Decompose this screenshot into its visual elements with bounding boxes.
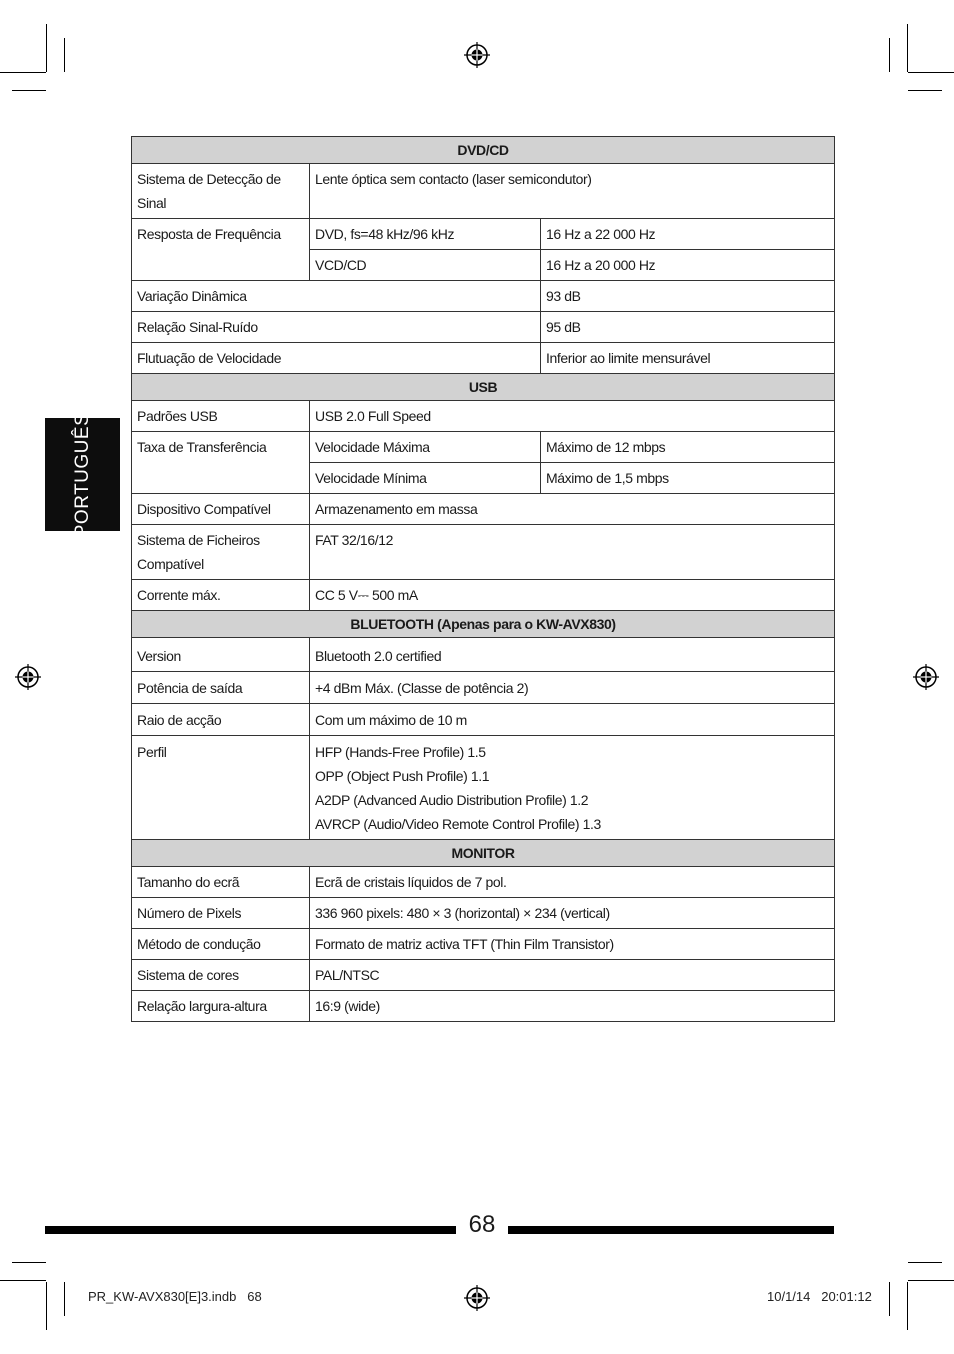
registration-mark-icon	[464, 42, 490, 68]
spec-value: Lente óptica sem contacto (laser semicondutor)	[310, 164, 835, 219]
spec-value: 16 Hz a 20 000 Hz	[541, 250, 835, 281]
crop-mark	[0, 1280, 46, 1281]
spec-value: PAL/NTSC	[310, 960, 835, 991]
spec-label: Taxa de Transferência	[132, 432, 310, 494]
section-header-row	[132, 137, 835, 164]
crop-mark	[64, 1282, 65, 1316]
specifications-table	[131, 136, 834, 1022]
crop-mark	[908, 72, 954, 73]
spec-label: Dispositivo Compatível	[132, 494, 310, 525]
table-row	[132, 898, 835, 929]
spec-value: Máximo de 12 mbps	[541, 432, 835, 463]
spec-label: Tamanho do ecrã	[132, 867, 310, 898]
spec-label: Corrente máx.	[132, 580, 310, 611]
spec-label: Relação Sinal-Ruído	[132, 312, 541, 343]
spec-label: Flutuação de Velocidade	[132, 343, 541, 374]
crop-mark	[908, 1280, 954, 1281]
spec-label: Sistema de Ficheiros Compatível	[132, 525, 310, 580]
table-row	[132, 525, 835, 580]
section-header-row	[132, 840, 835, 867]
registration-mark-icon	[913, 664, 939, 690]
section-header-usb: USB	[132, 374, 835, 401]
crop-mark	[64, 38, 65, 72]
registration-mark-icon	[15, 664, 41, 690]
crop-mark	[907, 24, 908, 72]
table-row	[132, 704, 835, 736]
table-row	[132, 401, 835, 432]
crop-mark	[46, 1282, 47, 1330]
table-row	[132, 343, 835, 374]
section-header-row	[132, 374, 835, 401]
crop-mark	[46, 24, 47, 72]
crop-mark	[889, 1282, 890, 1316]
crop-mark	[0, 72, 46, 73]
spec-value: USB 2.0 Full Speed	[310, 401, 835, 432]
spec-value: 95 dB	[541, 312, 835, 343]
spec-value: Armazenamento em massa	[310, 494, 835, 525]
spec-value: CC 5 V⎓ 500 mA	[310, 580, 835, 611]
table-row	[132, 219, 835, 250]
table-row	[132, 312, 835, 343]
table-row	[132, 494, 835, 525]
spec-value: Ecrã de cristais líquidos de 7 pol.	[310, 867, 835, 898]
crop-mark	[12, 90, 46, 91]
spec-sublabel: DVD, fs=48 kHz/96 kHz	[310, 219, 541, 250]
spec-label: Método de condução	[132, 929, 310, 960]
spec-value: +4 dBm Máx. (Classe de potência 2)	[310, 672, 835, 704]
spec-label: Sistema de Detecção de Sinal	[132, 164, 310, 219]
spec-value: 16:9 (wide)	[310, 991, 835, 1022]
spec-value: HFP (Hands-Free Profile) 1.5 OPP (Object Push Profile) 1.1 A2DP (Advanced Audio Distribution Profile) 1.2 AVRCP (Audio/Video Remote Control Profile) 1.3	[310, 736, 835, 840]
spec-label: Padrões USB	[132, 401, 310, 432]
table-row	[132, 580, 835, 611]
spec-label: Perfil	[132, 736, 310, 840]
crop-mark	[12, 1262, 46, 1263]
spec-value: 16 Hz a 22 000 Hz	[541, 219, 835, 250]
registration-mark-icon	[464, 1285, 490, 1311]
spec-sublabel: VCD/CD	[310, 250, 541, 281]
page-number: 68	[468, 1211, 496, 1238]
section-header-row	[132, 611, 835, 638]
table-row	[132, 432, 835, 463]
table-row	[132, 164, 835, 219]
spec-label: Número de Pixels	[132, 898, 310, 929]
table-row	[132, 281, 835, 312]
crop-mark	[889, 38, 890, 72]
crop-mark	[907, 1282, 908, 1330]
table-row	[132, 736, 835, 840]
section-header-monitor: MONITOR	[132, 840, 835, 867]
file-info: PR_KW-AVX830[E]3.indb 68	[88, 1289, 262, 1304]
spec-sublabel: Velocidade Mínima	[310, 463, 541, 494]
print-timestamp: 10/1/14 20:01:12	[767, 1289, 872, 1304]
spec-label: Resposta de Frequência	[132, 219, 310, 281]
spec-label: Version	[132, 638, 310, 672]
section-header-dvd: DVD/CD	[132, 137, 835, 164]
language-tab-label: PORTUGUÊS	[71, 412, 93, 537]
spec-sublabel: Velocidade Máxima	[310, 432, 541, 463]
spec-label: Variação Dinâmica	[132, 281, 541, 312]
spec-value: FAT 32/16/12	[310, 525, 835, 580]
table-row	[132, 638, 835, 672]
spec-label: Relação largura-altura	[132, 991, 310, 1022]
spec-value: Inferior ao limite mensurável	[541, 343, 835, 374]
spec-value: Bluetooth 2.0 certified	[310, 638, 835, 672]
table-row	[132, 672, 835, 704]
spec-value: 93 dB	[541, 281, 835, 312]
language-tab	[45, 412, 120, 537]
spec-label: Raio de acção	[132, 704, 310, 736]
page-rule-left	[45, 1226, 456, 1234]
spec-value: Formato de matriz activa TFT (Thin Film Transistor)	[310, 929, 835, 960]
spec-label: Sistema de cores	[132, 960, 310, 991]
table-row	[132, 867, 835, 898]
table-row	[132, 991, 835, 1022]
spec-label: Potência de saída	[132, 672, 310, 704]
page-rule-right	[508, 1226, 834, 1234]
spec-value: Com um máximo de 10 m	[310, 704, 835, 736]
spec-value: 336 960 pixels: 480 × 3 (horizontal) × 234 (vertical)	[310, 898, 835, 929]
table-row	[132, 960, 835, 991]
spec-value: Máximo de 1,5 mbps	[541, 463, 835, 494]
crop-mark	[908, 1262, 942, 1263]
table-row	[132, 929, 835, 960]
section-header-bluetooth: BLUETOOTH (Apenas para o KW-AVX830)	[132, 611, 835, 638]
crop-mark	[908, 90, 942, 91]
